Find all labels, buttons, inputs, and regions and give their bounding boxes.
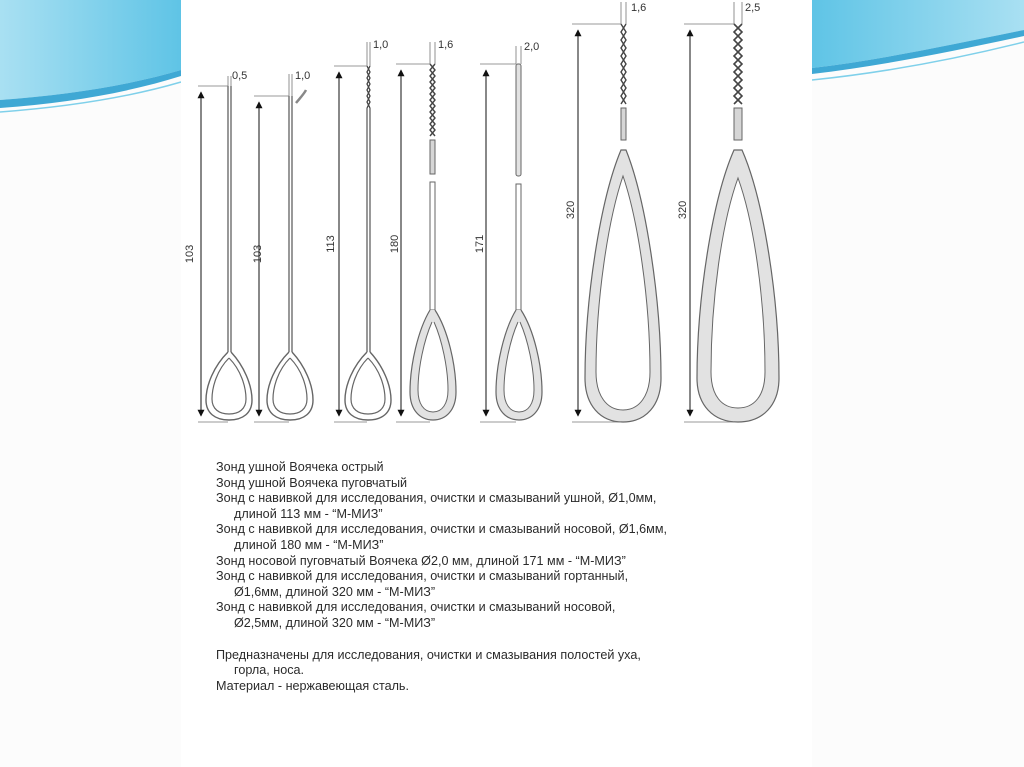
probe-7: [677, 2, 779, 422]
probe-5: [474, 41, 542, 422]
probe-2: [252, 70, 313, 422]
probe-3-diameter: 1,0: [373, 39, 389, 51]
probe-5-length: 171: [474, 234, 486, 254]
description-line: Зонд носовой пуговчатый Воячека Ø2,0 мм, длиной 171 мм - “М-МИЗ”: [216, 553, 626, 568]
probe-6-diameter: 1,6: [631, 2, 647, 14]
probe-6-length: 320: [565, 200, 577, 220]
description-line: Ø2,5мм, длиной 320 мм - “М-МИЗ”: [234, 615, 436, 630]
probe-1-length: 103: [184, 244, 196, 264]
purpose-line: Предназначены для исследования, очистки и смазывания полостей уха,: [216, 647, 641, 662]
probe-4: [389, 39, 456, 422]
description-line: Зонд с навивкой для исследования, очистки и смазываний гортанный,: [216, 569, 629, 584]
probe-3: [325, 39, 391, 422]
description-line: длиной 113 мм - “М-МИЗ”: [234, 506, 383, 521]
probe-6: [565, 2, 661, 422]
probe-5-diameter: 2,0: [524, 41, 540, 53]
probe-7-length: 320: [677, 200, 689, 220]
probe-4-diameter: 1,6: [438, 39, 454, 51]
description-line: Зонд ушной Воячека пуговчатый: [216, 475, 408, 490]
description-line: Зонд с навивкой для исследования, очистки и смазываний носовой,: [216, 600, 616, 615]
probe-2-diameter: 1,0: [295, 70, 311, 82]
description-line: Зонд с навивкой для исследования, очистки и смазываний ушной, Ø1,0мм,: [216, 491, 657, 506]
probe-3-length: 113: [325, 235, 337, 253]
description-line: длиной 180 мм - “М-МИЗ”: [234, 537, 384, 552]
material-line: Материал - нержавеющая сталь.: [216, 678, 409, 693]
description-line: Ø1,6мм, длиной 320 мм - “М-МИЗ”: [234, 584, 436, 599]
probe-4-length: 180: [389, 234, 401, 254]
description-line: Зонд ушной Воячека острый: [216, 460, 384, 474]
probe-1-diameter: 0,5: [232, 70, 248, 82]
purpose-line: горла, носа.: [234, 663, 305, 678]
probe-7-diameter: 2,5: [745, 2, 761, 14]
probe-1: [184, 70, 252, 422]
probe-description: [216, 460, 806, 694]
probe-2-length: 103: [252, 244, 264, 264]
paragraph-gap: [216, 632, 806, 648]
description-line: Зонд с навивкой для исследования, очистки и смазываний носовой, Ø1,6мм,: [216, 522, 667, 537]
